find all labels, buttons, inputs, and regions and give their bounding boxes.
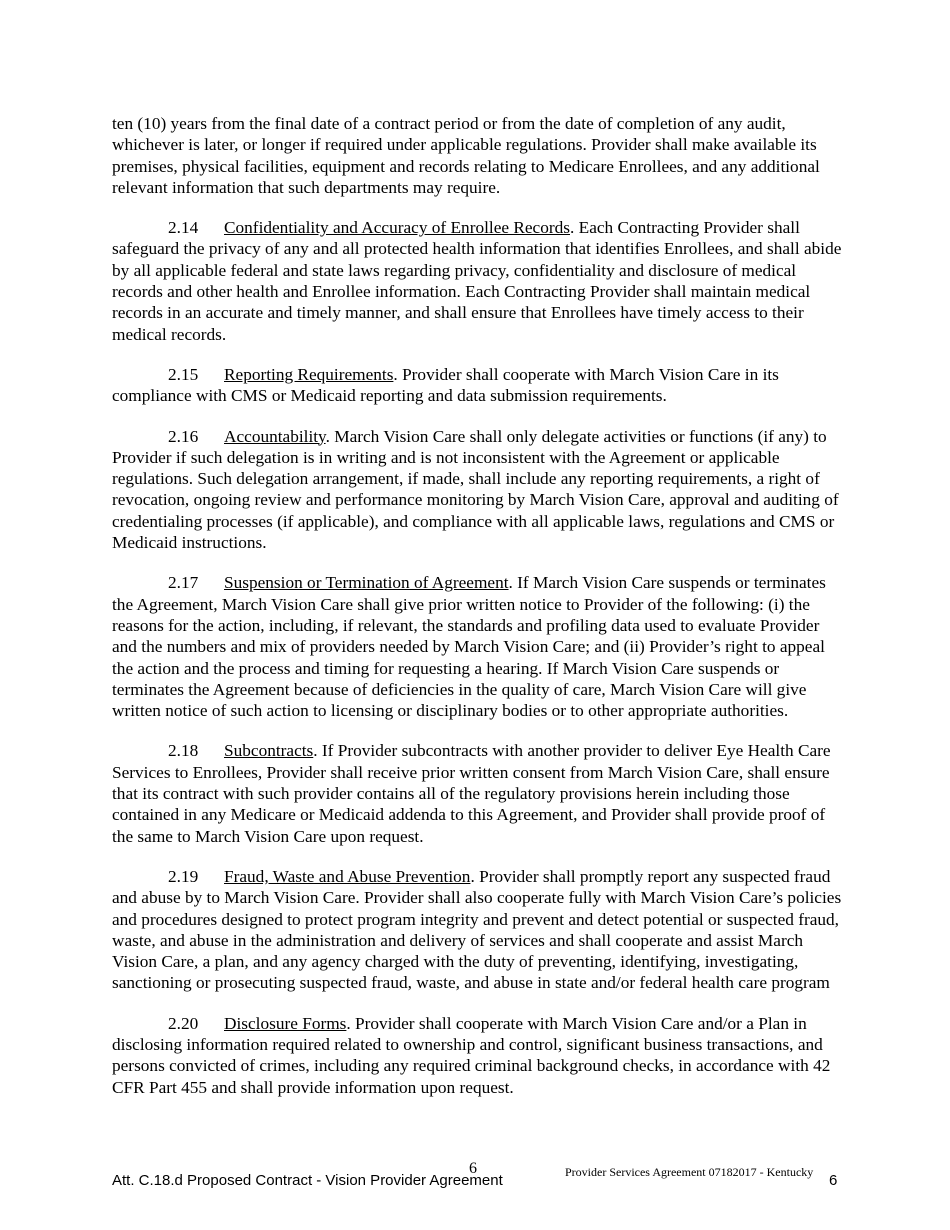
section-heading: Reporting Requirements [224,364,394,384]
section-2-17 [112,572,842,721]
section-text: . Each Contracting Provider shall safeguard the privacy of any and all protected health information that identifies Enrollees, and shall abide by all applicable federal and state laws regarding privacy, confidentiality and disclosure of medical records and other health and Enrollee information. Each Contracting Provider shall maintain medical records in an accurate and timely manner, and shall ensure that Enrollees have timely access to their medical records. [112,218,842,344]
section-number: 2.17 [168,573,199,593]
section-heading: Subcontracts [224,741,314,761]
section-text: . If March Vision Care suspends or terminates the Agreement, March Vision Care shall give prior written notice to Provider of the following: (i) the reasons for the action, including, if relevant, the standards and profiling data used to evaluate Provider and the numbers and mix of providers needed by March Vision Care; and (ii) Provider’s right to appeal the action and the process and timing for requesting a hearing. If March Vision Care suspends or terminates the Agreement because of deficiencies in the quality of care, March Vision Care will give written notice of such action to licensing or disciplinary bodies or to other appropriate authorities. [112,573,826,721]
section-heading: Confidentiality and Accuracy of Enrollee Records [224,218,570,238]
section-2-18 [112,740,842,846]
intro-paragraph: ten (10) years from the final date of a contract period or from the date of completion of any audit, whichever is later, or longer if required under applicable regulations. Provider shall make available its premises, physical facilities, equipment and records relating to Medicare Enrollees, and any additional relevant information that such departments may require. [112,114,820,197]
section-text: . If Provider subcontracts with another provider to deliver Eye Health Care Services to Enrollees, Provider shall receive prior written consent from March Vision Care, shall ensure that its contract with such provider contains all of the regulatory provisions herein including those contained in any Medicare or Medicaid addenda to this Agreement, and Provider shall provide proof of the same to March Vision Care upon request. [112,741,831,846]
section-number: 2.18 [168,741,199,761]
section-2-16 [112,426,842,554]
section-heading: Suspension or Termination of Agreement [224,573,509,593]
footer-attachment-label: Att. C.18.d Proposed Contract - Vision Provider Agreement [112,1172,503,1189]
document-body [112,113,842,1117]
footer-agreement-label: Provider Services Agreement 07182017 - Kentucky [565,1165,814,1179]
section-2-19 [112,866,842,994]
section-2-20 [112,1013,842,1098]
section-2-15 [112,364,842,407]
section-text: . March Vision Care shall only delegate activities or functions (if any) to Provider if such delegation is in writing and is not inconsistent with the Agreement or applicable regulations. Such delegation arrangement, if made, shall include any reporting requirements, a right of revocation, ongoing review and performance monitoring by March Vision Care, approval and auditing of credentialing processes (if applicable), and compliance with all applicable laws, regulations and CMS or Medicaid instructions. [112,426,839,553]
section-number: 2.14 [168,218,199,238]
section-number: 2.20 [168,1013,199,1033]
section-number: 2.19 [168,866,199,886]
section-number: 2.16 [168,426,199,446]
section-heading: Fraud, Waste and Abuse Prevention [224,866,471,886]
section-number: 2.15 [168,364,199,384]
section-text: . Provider shall promptly report any suspected fraud and abuse by to March Vision Care. Provider shall also cooperate fully with March Vision Care’s policies and procedures designed to protect program integrity and prevent and detect potential or suspected fraud, waste, and abuse in the administration and delivery of services and shall cooperate and assist March Vision Care, a plan, and any agency charged with the duty of preventing, identifying, investigating, sanctioning or prosecuting suspected fraud, waste, and abuse in state and/or federal health care program [112,866,842,993]
page-number-right: 6 [829,1172,838,1189]
section-heading: Accountability [224,426,326,446]
section-text: . Provider shall cooperate with March Vision Care in its compliance with CMS or Medicaid reporting and data submission requirements. [112,364,779,406]
section-text: . Provider shall cooperate with March Vision Care and/or a Plan in disclosing information required related to ownership and control, significant business transactions, and persons convicted of crimes, including any required criminal background checks, in accordance with 42 CFR Part 455 and shall provide information upon request. [112,1013,831,1097]
section-2-14 [112,217,842,345]
section-heading: Disclosure Forms [224,1013,347,1033]
page-number-center: 6 [469,1160,477,1177]
